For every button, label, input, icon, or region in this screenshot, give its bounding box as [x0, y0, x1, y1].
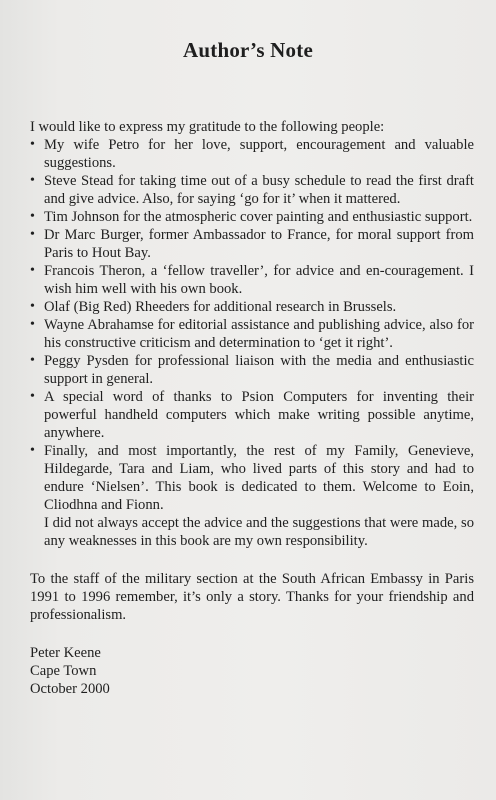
list-item-text: Tim Johnson for the atmospheric cover painting and enthusiastic support. [44, 209, 473, 225]
bullet-icon: • [30, 173, 35, 188]
responsibility-note: I did not always accept the advice and the suggestions that were made, so any weaknesses in this book are my own responsibility. [44, 515, 474, 549]
dedication-text: To the staff of the military section at the South African Embassy in Paris 1991 to 1996 remember, it’s only a story. Thanks for your friendship and professionalism. [30, 571, 474, 623]
author-place: Cape Town [30, 663, 97, 679]
list-item-text: A special word of thanks to Psion Computers for inventing their powerful handheld computers which make writing possible anytime, anywhere. [44, 389, 474, 441]
list-item [30, 388, 474, 442]
bullet-icon: • [30, 389, 35, 404]
bullet-icon: • [30, 227, 35, 242]
bullet-icon: • [30, 299, 35, 314]
list-item [30, 262, 474, 298]
bullet-icon: • [30, 317, 35, 332]
acknowledgement-list [30, 136, 474, 514]
list-item-text: Dr Marc Burger, former Ambassador to France, for moral support from Paris to Hout Bay. [44, 227, 474, 261]
bullet-icon: • [30, 263, 35, 278]
page-title: Author’s Note [183, 38, 313, 62]
list-item-text: Olaf (Big Red) Rheeders for additional research in Brussels. [44, 299, 397, 315]
bullet-icon: • [30, 443, 35, 458]
list-item [30, 316, 474, 352]
list-item [30, 298, 474, 316]
list-item [30, 442, 474, 514]
list-item [30, 352, 474, 388]
list-item-text: Steve Stead for taking time out of a busy schedule to read the first draft and give advice. Also, for saying ‘go for it’ when it mattered. [44, 173, 474, 207]
bullet-icon: • [30, 209, 35, 224]
author-name: Peter Keene [30, 645, 101, 661]
list-item-text: Peggy Pysden for professional liaison with the media and enthusiastic support in general. [44, 353, 474, 387]
note-body [30, 118, 474, 698]
bullet-icon: • [30, 137, 35, 152]
list-item [30, 136, 474, 172]
list-item [30, 208, 474, 226]
list-item-text: Francois Theron, a ‘fellow traveller’, for advice and en-couragement. I wish him well with his own book. [44, 263, 474, 297]
note-date: October 2000 [30, 681, 110, 697]
list-item-text: My wife Petro for her love, support, encouragement and valuable suggestions. [44, 137, 474, 171]
intro-text: I would like to express my gratitude to the following people: [30, 119, 385, 135]
list-item [30, 226, 474, 262]
bullet-icon: • [30, 353, 35, 368]
list-item [30, 172, 474, 208]
list-item-text: Finally, and most importantly, the rest of my Family, Genevieve, Hildegarde, Tara and Liam, who lived parts of this story and had to endure ‘Nielsen’. This book is dedicated to them. Welcome to Eoin, Cliodhna and Fionn. [44, 443, 474, 513]
signature-block [30, 644, 474, 698]
list-item-text: Wayne Abrahamse for editorial assistance and publishing advice, also for his constructive criticism and determination to ‘get it right’. [44, 317, 474, 351]
